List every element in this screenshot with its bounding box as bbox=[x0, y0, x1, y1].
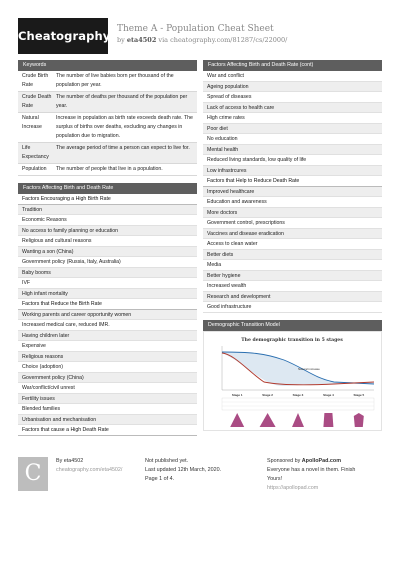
list-item: Having children later bbox=[18, 331, 197, 342]
byline-via: via bbox=[156, 36, 171, 44]
right-column bbox=[203, 60, 382, 431]
factors-heading: Factors Affecting Birth and Death Rate bbox=[18, 183, 197, 194]
subheading: Factors that cause a High Death Rate bbox=[18, 425, 197, 436]
keyword-term: Population bbox=[22, 166, 47, 172]
page-number: Page 1 of 4. bbox=[145, 476, 175, 482]
list-item: Fertility issues bbox=[18, 394, 197, 405]
sponsor-line bbox=[267, 457, 341, 466]
footer-author-link[interactable]: eta4502 bbox=[63, 458, 84, 464]
keyword-row bbox=[18, 143, 197, 164]
list-item: Religious and cultural reasons bbox=[18, 236, 197, 247]
byline bbox=[117, 36, 287, 44]
list-item: No education bbox=[203, 134, 382, 145]
sheet-title: Theme A - Population Cheat Sheet bbox=[117, 24, 274, 34]
list-item: Mental health bbox=[203, 145, 382, 156]
keyword-definition: The number of deaths per thousand of the population per year. bbox=[56, 94, 188, 109]
keyword-term: Natural Increase bbox=[22, 115, 42, 130]
author-link[interactable]: eta4502 bbox=[126, 36, 157, 44]
sponsor-tagline-2: Yours! bbox=[267, 476, 283, 482]
subheading: Factors that Help to Reduce Death Rate bbox=[203, 176, 382, 187]
stage-label: Stage 5 bbox=[353, 392, 365, 397]
keyword-definition: The number of people that live in a population. bbox=[56, 166, 163, 172]
last-updated: Last updated 12th March, 2020. bbox=[145, 467, 222, 473]
dtm-figure bbox=[203, 331, 382, 431]
list-item: Tradition bbox=[18, 205, 197, 216]
factors-cont-list bbox=[203, 71, 382, 313]
keyword-definition: The number of live babies born per thousand of the population per year. bbox=[56, 73, 174, 88]
list-item: Government control, prescriptions bbox=[203, 218, 382, 229]
dtm-stage-table bbox=[222, 398, 374, 410]
list-item: Blended families bbox=[18, 404, 197, 415]
byline-prefix: by bbox=[117, 36, 127, 44]
list-item: Ageing population bbox=[203, 82, 382, 93]
list-item: Research and development bbox=[203, 292, 382, 303]
list-item: Poor diet bbox=[203, 124, 382, 135]
population-pyramids bbox=[230, 413, 364, 427]
stage-label: Stage 3 bbox=[292, 392, 304, 397]
list-item: No access to family planning or education bbox=[18, 226, 197, 237]
list-item: Spread of diseases bbox=[203, 92, 382, 103]
list-item: Urbanisation and mechanisation bbox=[18, 415, 197, 426]
dtm-figure-title: The demographic transition in 5 stages bbox=[241, 337, 343, 343]
page-footer bbox=[0, 452, 400, 566]
sponsor-label: Sponsored by bbox=[267, 458, 302, 464]
subheading: Factors Encouraging a High Birth Rate bbox=[18, 194, 197, 205]
footer-by-label: By bbox=[56, 458, 64, 464]
stage-label: Stage 2 bbox=[262, 392, 273, 397]
list-item: Baby booms bbox=[18, 268, 197, 279]
sponsor-tagline-1: Everyone has a novel in them. Finish bbox=[267, 467, 356, 473]
list-item: Access to clean water bbox=[203, 239, 382, 250]
left-column bbox=[18, 60, 197, 436]
cheatography-logo[interactable]: Cheatography bbox=[18, 18, 108, 54]
factors-list bbox=[18, 194, 197, 436]
list-item: Wanting a son (China) bbox=[18, 247, 197, 258]
keywords-table bbox=[18, 71, 197, 176]
sheet-url-link[interactable]: cheatography.com/81287/cs/22000/ bbox=[170, 36, 288, 44]
list-item: More doctors bbox=[203, 208, 382, 219]
list-item: Low infrastrcures bbox=[203, 166, 382, 177]
keywords-heading: Keywords bbox=[18, 60, 197, 71]
dtm-diagram bbox=[204, 332, 381, 430]
list-item: Media bbox=[203, 260, 382, 271]
stage-label: Stage 4 bbox=[323, 392, 334, 397]
keyword-definition: Increase in population as birth rate exceeds death rate. The surplus of births over deaths, excluding any changes in population due to migration. bbox=[56, 115, 193, 139]
list-item: War/conflict/civil unrest bbox=[18, 383, 197, 394]
list-item: IVF bbox=[18, 278, 197, 289]
list-item: Better diets bbox=[203, 250, 382, 261]
list-item: Economic Reasons bbox=[18, 215, 197, 226]
list-item: Vaccines and disease eradication bbox=[203, 229, 382, 240]
keyword-term: Life Expectancy bbox=[22, 145, 49, 160]
sponsor-link[interactable]: ApolloPad.com bbox=[301, 458, 342, 464]
band-label: Natural increase bbox=[298, 366, 320, 371]
population-pyramid bbox=[323, 413, 333, 427]
keyword-row bbox=[18, 164, 197, 176]
keyword-term: Crude Death Rate bbox=[22, 94, 52, 109]
page-header bbox=[0, 0, 400, 50]
list-item: Increased medical care, reduced IMR. bbox=[18, 320, 197, 331]
list-item: Increased wealth bbox=[203, 281, 382, 292]
population-pyramid bbox=[292, 413, 304, 427]
keyword-definition: The average period of time a person can expect to live for. bbox=[56, 145, 190, 151]
list-item: High crime rates bbox=[203, 113, 382, 124]
population-pyramid bbox=[230, 413, 244, 427]
list-item: Expensive bbox=[18, 341, 197, 352]
keyword-row bbox=[18, 113, 197, 143]
keyword-row bbox=[18, 92, 197, 113]
list-item: Religious reasons bbox=[18, 352, 197, 363]
factors-cont-heading: Factors Affecting Birth and Death Rate (cont) bbox=[203, 60, 382, 71]
list-item: Government policy (China) bbox=[18, 373, 197, 384]
list-item: Working parents and career opportunity women bbox=[18, 310, 197, 321]
dtm-heading: Demographic Transition Model bbox=[203, 320, 382, 331]
publish-status: Not published yet. bbox=[145, 458, 189, 464]
list-item: War and conflict bbox=[203, 71, 382, 82]
author-avatar[interactable]: C bbox=[18, 457, 48, 491]
list-item: High infant mortality bbox=[18, 289, 197, 300]
list-item: Reduced living standards, low quality of life bbox=[203, 155, 382, 166]
subheading: Factors that Reduce the Birth Rate bbox=[18, 299, 197, 310]
footer-author-url[interactable]: cheatography.com/eta4502/ bbox=[56, 467, 123, 473]
list-item: Education and awareness bbox=[203, 197, 382, 208]
list-item: Good infrastructure bbox=[203, 302, 382, 313]
list-item: Choice (adoption) bbox=[18, 362, 197, 373]
list-item: Improved healthcare bbox=[203, 187, 382, 198]
stage-label: Stage 1 bbox=[231, 392, 243, 397]
population-pyramid bbox=[354, 413, 364, 427]
sponsor-url[interactable]: https://apollopad.com bbox=[267, 485, 319, 491]
stage-labels bbox=[232, 393, 365, 397]
keyword-row bbox=[18, 71, 197, 92]
list-item: Government policy (Russia, Italy, Australia) bbox=[18, 257, 197, 268]
keyword-term: Crude Birth Rate bbox=[22, 73, 49, 88]
list-item: Better hygiene bbox=[203, 271, 382, 282]
population-pyramid bbox=[260, 413, 276, 427]
list-item: Lack of access to health care bbox=[203, 103, 382, 114]
footer-author-line bbox=[56, 457, 83, 466]
